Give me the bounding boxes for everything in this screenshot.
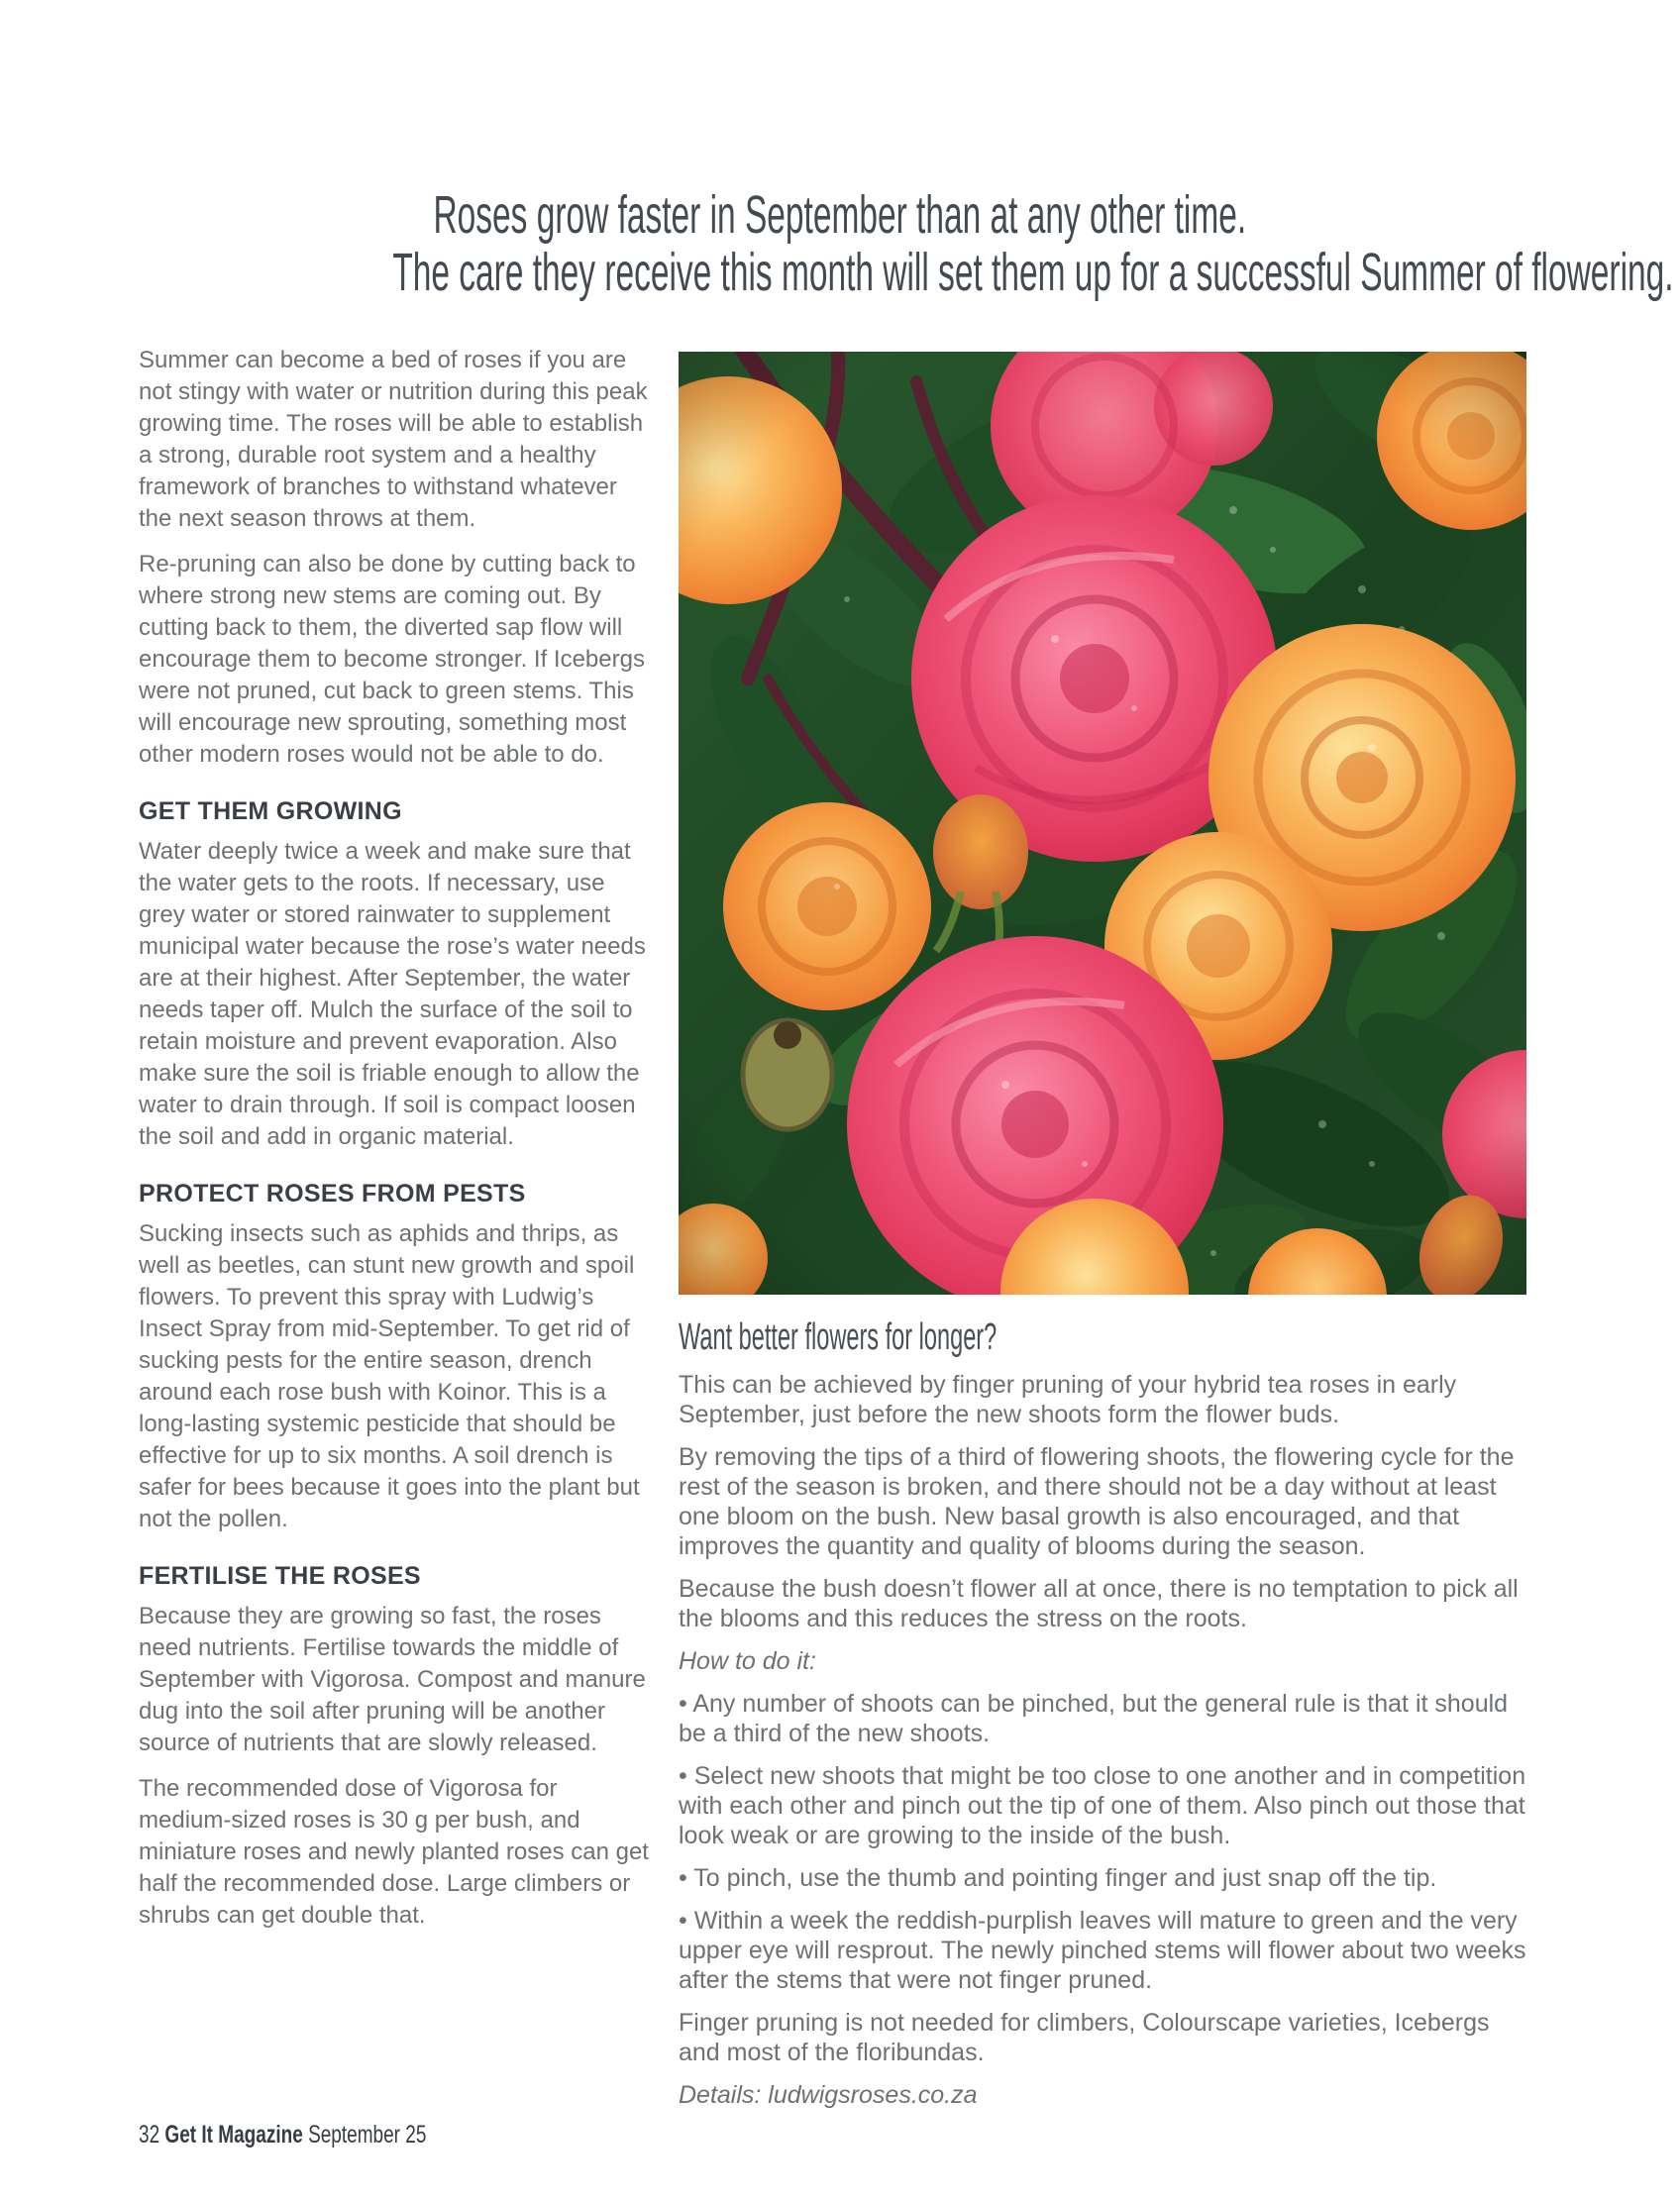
- bullet-item: • Any number of shoots can be pinched, but the general rule is that it should be a third of the new shoots.: [679, 1690, 1509, 1747]
- section-heading-fertilise-the-roses: FERTILISE THE ROSES: [139, 1562, 421, 1590]
- headline-line-1: Roses grow faster in September than at any other time.: [433, 185, 1247, 245]
- left-text-column: [139, 345, 651, 1945]
- right-text-column: [679, 1316, 1530, 2110]
- rose-photo-illustration: [679, 352, 1526, 1295]
- page-number: 32: [139, 2121, 160, 2149]
- body-paragraph: Sucking insects such as aphids and thrips, as well as beetles, can stunt new growth and spoil flowers. To prevent this spray with Ludwig’s Insect Spray from mid-September. To get rid of sucking pests for the entire season, drench around each rose bush with Koinor. This is a long-lasting systemic pesticide that should be effective for up to six months. A soil drench is safer for bees because it goes into the plant but not the pollen.: [139, 1220, 640, 1532]
- body-paragraph: Summer can become a bed of roses if you are not stingy with water or nutrition during this peak growing time. The roses will be able to establish a strong, durable root system and a healthy framework of branches to withstand whatever the next season throws at them.: [139, 347, 648, 532]
- body-paragraph: Because the bush doesn’t flower all at once, there is no temptation to pick all the blooms and this reduces the stress on the roots.: [679, 1575, 1519, 1632]
- body-paragraph: This can be achieved by finger pruning of your hybrid tea roses in early September, just before the new shoots form the flower buds.: [679, 1371, 1457, 1428]
- magazine-name: Get It Magazine: [164, 2121, 303, 2149]
- headline-line-2: The care they receive this month will set them up for a successful Summer of flowering.: [392, 243, 1674, 302]
- body-paragraph: By removing the tips of a third of flowering shoots, the flowering cycle for the rest of the season is broken, and there should not be a day without at least one bloom on the bush. New basal growth is also encouraged, and that improves the quantity and quality of blooms during the season.: [679, 1443, 1515, 1560]
- body-paragraph: Because they are growing so fast, the roses need nutrients. Fertilise towards the middle of September with Vigorosa. Compost and manure dug into the soil after pruning will be another source of nutrients that are slowly released.: [139, 1603, 646, 1756]
- page-footer: [139, 2120, 517, 2150]
- body-paragraph: Water deeply twice a week and make sure that the water gets to the roots. If necessary, use grey water or stored rainwater to supplement municipal water because the rose’s water needs are at their highest. After September, the water needs taper off. Mulch the surface of the soil to retain moisture and prevent evaporation. Also make sure the soil is friable enough to allow the water to drain through. If soil is compact loosen the soil and add in organic material.: [139, 838, 646, 1150]
- details-line: Details: ludwigsroses.co.za: [679, 2081, 978, 2109]
- bullet-item: • To pinch, use the thumb and pointing finger and just snap off the tip.: [679, 1864, 1437, 1892]
- page-headline: [0, 186, 1680, 301]
- body-paragraph: The recommended dose of Vigorosa for medium-sized roses is 30 g per bush, and miniature roses and newly planted roses can get half the recommended dose. Large climbers or shrubs can get double that.: [139, 1775, 649, 1929]
- section-heading-get-them-growing: GET THEM GROWING: [139, 797, 402, 825]
- right-column: [679, 352, 1530, 2123]
- body-paragraph: Finger pruning is not needed for climbers, Colourscape varieties, Icebergs and most of the floribundas.: [679, 2009, 1490, 2066]
- issue-date: September 25: [308, 2121, 427, 2149]
- photo-vignette: [679, 352, 1526, 1295]
- bullet-item: • Within a week the reddish-purplish leaves will mature to green and the very upper eye will resprout. The newly pinched stems will flower about two weeks after the stems that were not finger pruned.: [679, 1907, 1526, 1994]
- subheading-want-better-flowers: Want better flowers for longer?: [679, 1316, 998, 1358]
- rose-photo: [679, 352, 1526, 1295]
- body-paragraph: Re-pruning can also be done by cutting back to where strong new stems are coming out. By cutting back to them, the diverted sap flow will encourage them to become stronger. If Icebergs were not pruned, cut back to green stems. This will encourage new sprouting, something most other modern roses would not be able to do.: [139, 551, 645, 768]
- how-to-label: How to do it:: [679, 1647, 816, 1675]
- bullet-item: • Select new shoots that might be too close to one another and in competition with each other and pinch out the tip of one of them. Also pinch out those that look weak or are growing to the inside of the bush.: [679, 1762, 1526, 1849]
- section-heading-protect-roses-from-pests: PROTECT ROSES FROM PESTS: [139, 1180, 526, 1207]
